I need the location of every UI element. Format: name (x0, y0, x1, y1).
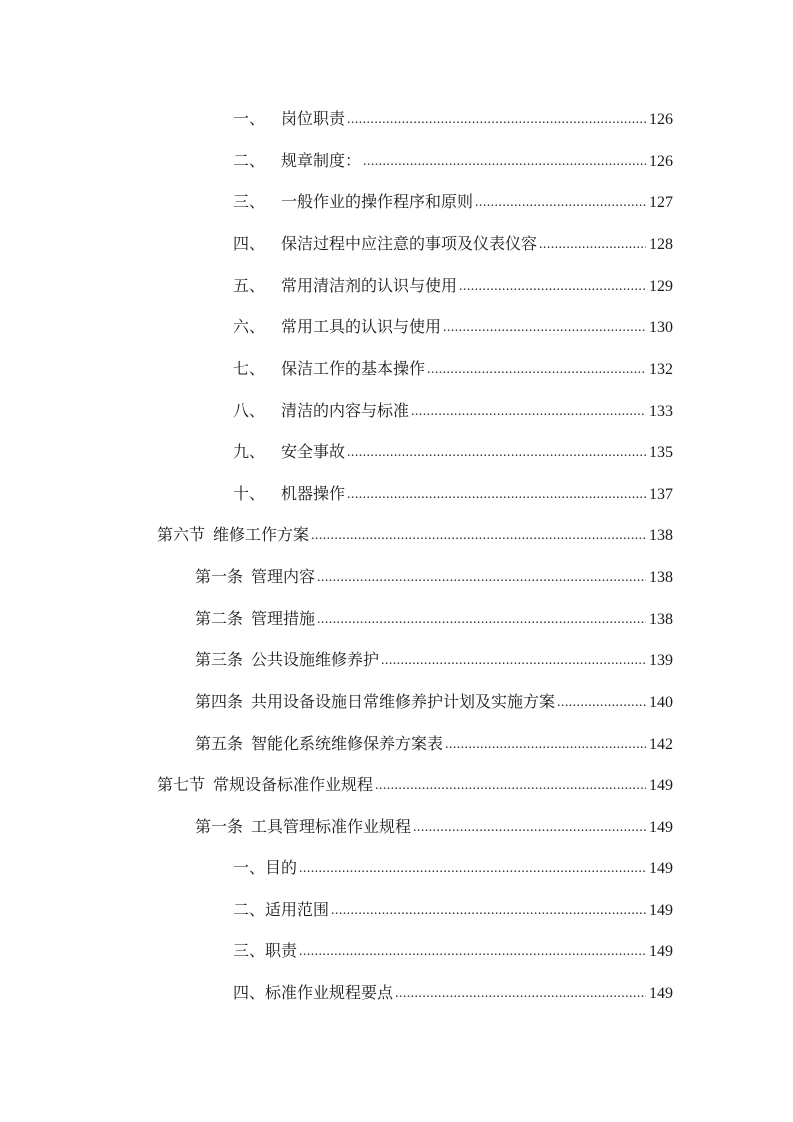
toc-entry-level-1[interactable] (157, 522, 673, 546)
dot-leader (411, 402, 646, 422)
toc-entry-level-3[interactable] (233, 231, 673, 255)
toc-entry-title: 清洁的内容与标准 (281, 403, 410, 420)
toc-entry-level-3[interactable] (233, 314, 673, 338)
toc-entry-page-number: 149 (649, 985, 673, 1002)
toc-entry-page-number: 149 (649, 819, 673, 836)
dot-leader (317, 568, 646, 588)
dot-leader (311, 526, 646, 546)
toc-entry-title: 常用工具的认识与使用 (281, 319, 442, 336)
toc-entry-number: 四、 (233, 985, 266, 1002)
toc-entry-level-3[interactable] (233, 439, 673, 463)
toc-entry-level-3[interactable] (233, 897, 673, 921)
toc-entry-title: 保洁过程中应注意的事项及仪表仪容 (281, 236, 538, 253)
toc-entry-level-2[interactable] (195, 606, 673, 630)
dot-leader (299, 859, 646, 879)
toc-entry-page-number: 149 (649, 902, 673, 919)
toc-entry-number: 十、 (233, 486, 266, 503)
toc-entry-level-3[interactable] (233, 481, 673, 505)
toc-entry-number: 一、 (233, 860, 266, 877)
toc-entry-title: 智能化系统维修保养方案表 (251, 736, 444, 753)
toc-entry-page-number: 135 (649, 444, 673, 461)
toc-entry-level-3[interactable] (233, 855, 673, 879)
dot-leader (347, 485, 646, 505)
toc-entry-title: 安全事故 (281, 444, 346, 461)
toc-entry-level-3[interactable] (233, 980, 673, 1004)
dot-leader (363, 152, 646, 172)
toc-entry-title: 常规设备标准作业规程 (213, 777, 374, 794)
toc-entry-level-2[interactable] (195, 647, 673, 671)
toc-entry-number: 第四条 (195, 694, 244, 711)
toc-entry-page-number: 138 (649, 527, 673, 544)
dot-leader (331, 901, 646, 921)
toc-entry-page-number: 132 (649, 361, 673, 378)
toc-entry-page-number: 140 (649, 694, 673, 711)
dot-leader (445, 735, 646, 755)
toc-entry-page-number: 130 (649, 319, 673, 336)
toc-entry-title: 机器操作 (281, 486, 346, 503)
toc-entry-page-number: 127 (649, 194, 673, 211)
toc-entry-page-number: 126 (649, 111, 673, 128)
toc-entry-title: 维修工作方案 (213, 527, 310, 544)
dot-leader (557, 693, 646, 713)
toc-entry-number: 九、 (233, 444, 266, 461)
dot-leader (395, 984, 646, 1004)
toc-entry-level-3[interactable] (233, 106, 673, 130)
toc-entry-title: 目的 (265, 860, 298, 877)
toc-entry-page-number: 149 (649, 860, 673, 877)
toc-entry-number: 六、 (233, 319, 266, 336)
toc-entry-title: 标准作业规程要点 (265, 985, 394, 1002)
dot-leader (347, 443, 646, 463)
toc-entry-page-number: 138 (649, 611, 673, 628)
toc-entry-number: 第三条 (195, 652, 244, 669)
dot-leader (299, 942, 646, 962)
toc-entry-title: 管理措施 (251, 611, 316, 628)
toc-entry-page-number: 133 (649, 403, 673, 420)
dot-leader (475, 193, 646, 213)
toc-entry-number: 二、 (233, 902, 266, 919)
toc-entry-level-2[interactable] (195, 731, 673, 755)
toc-entry-title: 工具管理标准作业规程 (251, 819, 412, 836)
toc-entry-title: 常用清洁剂的认识与使用 (281, 278, 458, 295)
dot-leader (413, 818, 646, 838)
toc-entry-title: 规章制度： (281, 153, 362, 170)
toc-entry-page-number: 149 (649, 777, 673, 794)
toc-entry-level-3[interactable] (233, 938, 673, 962)
toc-entry-title: 公共设施维修养护 (251, 652, 380, 669)
dot-leader (539, 235, 646, 255)
toc-entry-page-number: 142 (649, 736, 673, 753)
toc-entry-page-number: 139 (649, 652, 673, 669)
dot-leader (317, 610, 646, 630)
toc-entry-level-1[interactable] (157, 772, 673, 796)
dot-leader (427, 360, 646, 380)
toc-entry-page-number: 138 (649, 569, 673, 586)
dot-leader (459, 277, 646, 297)
toc-entry-level-2[interactable] (195, 689, 673, 713)
dot-leader (443, 318, 646, 338)
toc-entry-level-2[interactable] (195, 814, 673, 838)
toc-entry-number: 一、 (233, 111, 266, 128)
toc-entry-number: 四、 (233, 236, 266, 253)
toc-entry-title: 职责 (265, 943, 298, 960)
toc-entry-number: 第一条 (195, 819, 244, 836)
toc-entry-number: 第一条 (195, 569, 244, 586)
toc-entry-level-2[interactable] (195, 564, 673, 588)
toc-entry-page-number: 149 (649, 943, 673, 960)
toc-entry-title: 适用范围 (265, 902, 330, 919)
toc-entry-title: 管理内容 (251, 569, 316, 586)
toc-entry-number: 三、 (233, 943, 266, 960)
toc-entry-number: 七、 (233, 361, 266, 378)
toc-entry-title: 岗位职责 (281, 111, 346, 128)
toc-entry-title: 保洁工作的基本操作 (281, 361, 426, 378)
dot-leader (375, 776, 646, 796)
toc-entry-title: 共用设备设施日常维修养护计划及实施方案 (251, 694, 556, 711)
toc-entry-level-3[interactable] (233, 273, 673, 297)
toc-entry-number: 八、 (233, 403, 266, 420)
toc-entry-number: 第六节 (157, 527, 206, 544)
dot-leader (381, 651, 646, 671)
toc-entry-number: 五、 (233, 278, 266, 295)
toc-entry-page-number: 126 (649, 153, 673, 170)
toc-entry-number: 二、 (233, 153, 266, 170)
toc-entry-number: 第五条 (195, 736, 244, 753)
toc-entry-level-3[interactable] (233, 356, 673, 380)
toc-entry-level-3[interactable] (233, 148, 673, 172)
toc-entry-page-number: 137 (649, 486, 673, 503)
dot-leader (347, 110, 646, 130)
toc-entry-title: 一般作业的操作程序和原则 (281, 194, 474, 211)
toc-entry-number: 三、 (233, 194, 266, 211)
toc-entry-level-3[interactable] (233, 398, 673, 422)
toc-entry-page-number: 128 (649, 236, 673, 253)
toc-entry-page-number: 129 (649, 278, 673, 295)
toc-entry-number: 第二条 (195, 611, 244, 628)
toc-entry-number: 第七节 (157, 777, 206, 794)
toc-entry-level-3[interactable] (233, 189, 673, 213)
